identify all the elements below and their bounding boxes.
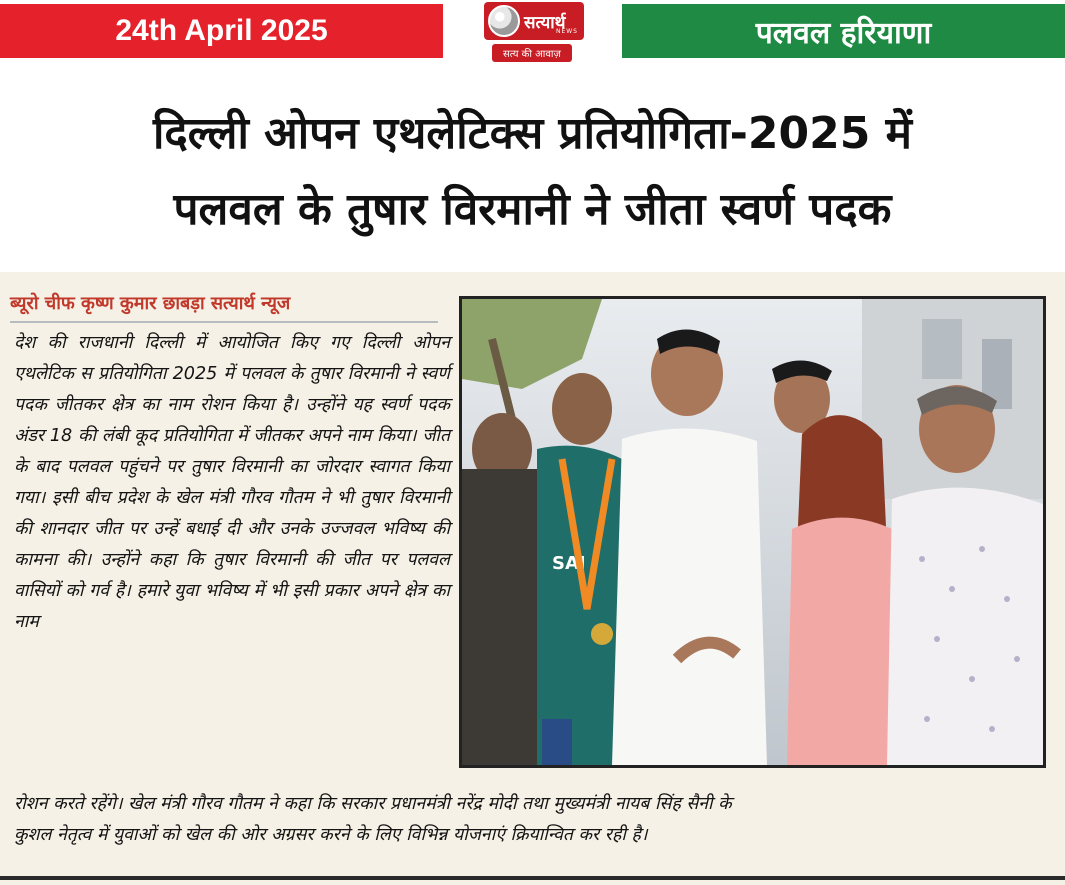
logo-news-label: NEWS: [555, 28, 578, 35]
globe-icon: [488, 5, 520, 37]
news-photo: [459, 296, 1046, 768]
date-banner: 24th April 2025: [0, 4, 443, 58]
headline-line-2: पलवल के तुषार विरमानी ने जीता स्वर्ण पदक: [173, 184, 892, 235]
headline: [0, 96, 1065, 248]
shirt-logo-text: SAI: [552, 553, 586, 574]
logo-name: सत्यार्थ: [524, 12, 566, 33]
headline-line-1: दिल्ली ओपन एथलेटिक्स प्रतियोगिता-2025 में: [153, 108, 912, 159]
story-full-width: [14, 789, 1054, 851]
satyarth-logo: [478, 0, 588, 66]
story-column: [14, 328, 450, 638]
logo-mark: [484, 2, 584, 40]
story-full-line-2: कुशल नेतृत्व में युवाओं को खेल की ओर अग्रसर करने के लिए विभिन्न योजनाएं क्रियान्वित कर रही है।: [14, 825, 648, 845]
logo-tagline: सत्य की आवाज़: [492, 44, 572, 62]
photo-illustration: [462, 299, 1043, 765]
byline: ब्यूरो चीफ कृष्ण कुमार छाबड़ा सत्यार्थ न्यूज: [10, 291, 438, 323]
location-banner: पलवल हरियाणा: [622, 4, 1065, 58]
bottom-rule: [0, 876, 1065, 880]
story-full-line-1: रोशन करते रहेंगे। खेल मंत्री गौरव गौतम ने कहा कि सरकार प्रधानमंत्री नरेंद्र मोदी तथा मुख्यमंत्री नायब सिंह सैनी के: [14, 794, 732, 814]
story-column-text: देश की राजधानी दिल्ली में आयोजित किए गए दिल्ली ओपन एथलेटिक स प्रतियोगिता 2025 में पलवल के तुषार विरमानी ने स्वर्ण पदक जीतकर क्षेत्र का नाम रोशन किया है। उन्होंने यह स्वर्ण पदक अंडर 18 की लंबी कूद प्रतियोगिता में जीतकर अपने नाम किया। जीत के बाद पलवल पहुंचने पर तुषार विरमानी का जोरदार स्वागत किया गया। इसी बीच प्रदेश के खेल मंत्री गौरव गौतम ने भी तुषार विरमानी की शानदार जीत पर उन्हें बधाई दी और उनके उज्जवल भविष्य की कामना की। उन्होंने कहा कि तुषार विरमानी की जीत पर पलवल वासियों को गर्व है। हमारे युवा भविष्य में भी इसी प्रकार अपने क्षेत्र का नाम: [14, 333, 450, 632]
